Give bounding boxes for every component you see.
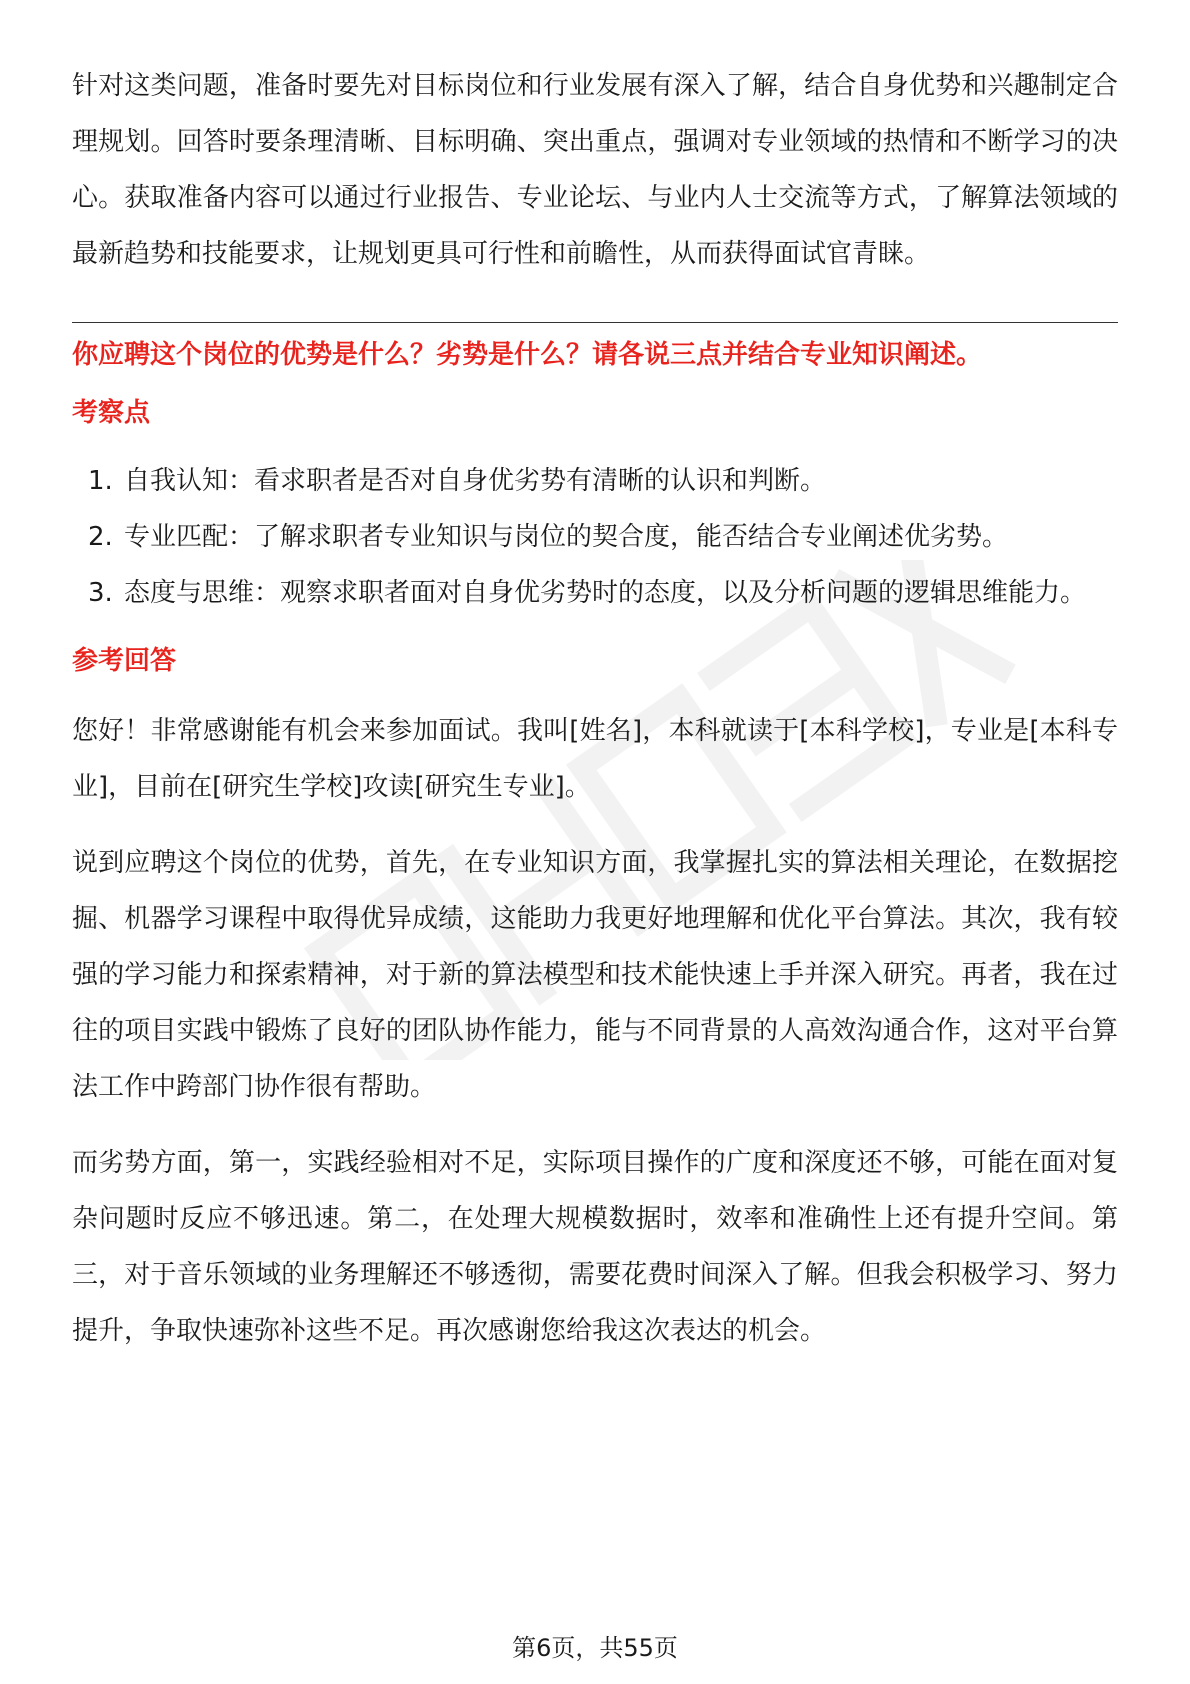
interview-question: 你应聘这个岗位的优势是什么？劣势是什么？请各说三点并结合专业知识阐述。 <box>72 340 983 370</box>
answer-paragraph: 您好！非常感谢能有机会来参加面试。我叫[姓名]，本科就读于[本科学校]，专业是[本科专业]，目前在[研究生学校]攻读[研究生专业]。 <box>72 716 1118 802</box>
document-page <box>72 58 1118 1359</box>
list-item <box>72 565 1118 621</box>
list-number: 1. <box>88 466 113 496</box>
list-number: 2. <box>88 522 113 552</box>
list-item <box>72 509 1118 565</box>
list-item <box>72 453 1118 509</box>
answer-paragraph: 说到应聘这个岗位的优势，首先，在专业知识方面，我掌握扎实的算法相关理论，在数据挖掘、机器学习课程中取得优异成绩，这能助力我更好地理解和优化平台算法。其次，我有较强的学习能力和探索精神，对于新的算法模型和技术能快速上手并深入研究。再者，我在过往的项目实践中锻炼了良好的团队协作能力，能与不同背景的人高效沟通合作，这对平台算法工作中跨部门协作很有帮助。 <box>72 848 1118 1102</box>
examination-list <box>72 453 1118 621</box>
list-item-text: 态度与思维：观察求职者面对自身优劣势时的态度，以及分析问题的逻辑思维能力。 <box>124 578 1087 608</box>
examination-heading: 考察点 <box>72 398 151 428</box>
section-divider <box>72 322 1118 323</box>
list-item-text: 自我认知：看求职者是否对自身优劣势有清晰的认识和判断。 <box>124 466 827 496</box>
list-item-text: 专业匹配：了解求职者专业知识与岗位的契合度，能否结合专业阐述优劣势。 <box>124 522 1009 552</box>
list-number: 3. <box>88 578 113 608</box>
page-number: 第6页，共55页 <box>512 1634 678 1662</box>
intro-paragraph: 针对这类问题，准备时要先对目标岗位和行业发展有深入了解，结合自身优势和兴趣制定合理规划。回答时要条理清晰、目标明确、突出重点，强调对专业领域的热情和不断学习的决心。获取准备内容可以通过行业报告、专业论坛、与业内人士交流等方式，了解算法领域的最新趋势和技能要求，让规划更具可行性和前瞻性，从而获得面试官青睐。 <box>72 71 1118 269</box>
answer-heading: 参考回答 <box>72 646 177 676</box>
answer-paragraph: 而劣势方面，第一，实践经验相对不足，实际项目操作的广度和深度还不够，可能在面对复杂问题时反应不够迅速。第二，在处理大规模数据时，效率和准确性上还有提升空间。第三，对于音乐领域的业务理解还不够透彻，需要花费时间深入了解。但我会积极学习、努力提升，争取快速弥补这些不足。再次感谢您给我这次表达的机会。 <box>72 1148 1118 1346</box>
